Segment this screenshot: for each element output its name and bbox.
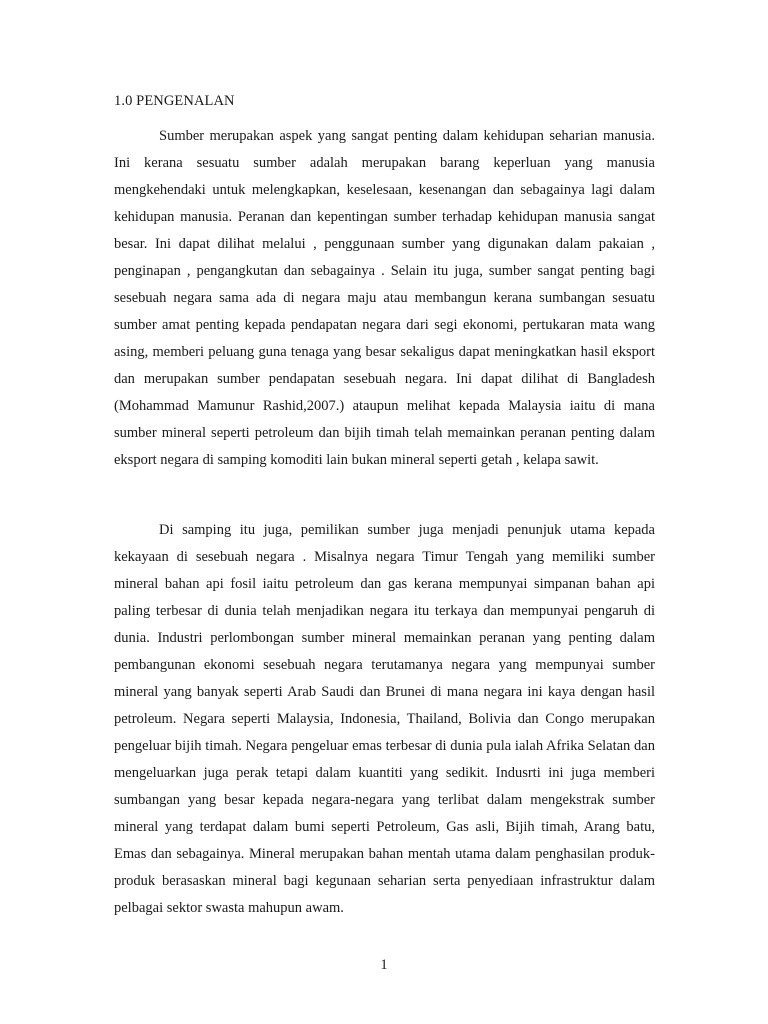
page-number: 1 xyxy=(380,957,388,973)
body-paragraph-2: Di samping itu juga, pemilikan sumber juga menjadi penunjuk utama kepada kekayaan di sesebuah negara . Misalnya negara Timur Tengah yang memiliki sumber mineral bahan api fosil iaitu petroleum dan gas kerana mempunyai simpanan bahan api paling terbesar di dunia telah menjadikan negara itu terkaya dan mempunyai pengaruh di dunia. Industri perlombongan sumber mineral memainkan peranan yang penting dalam pembangunan ekonomi sesebuah negara terutamanya negara yang mempunyai sumber mineral yang banyak seperti Arab Saudi dan Brunei di mana negara ini kaya dengan hasil petroleum. Negara seperti Malaysia, Indonesia, Thailand, Bolivia dan Congo merupakan pengeluar bijih timah. Negara pengeluar emas terbesar di dunia pula ialah Afrika Selatan dan mengeluarkan juga perak tetapi dalam kuantiti yang sedikit. Indusrti ini juga memberi sumbangan yang besar kepada negara-negara yang terlibat dalam mengekstrak sumber mineral yang terdapat dalam bumi seperti Petroleum, Gas asli, Bijih timah, Arang batu, Emas dan sebagainya. Mineral merupakan bahan mentah utama dalam penghasilan produk-produk berasaskan mineral bagi kegunaan seharian serta penyediaan infrastruktur dalam pelbagai sektor swasta mahupun awam. xyxy=(114,522,655,916)
body-paragraph-1: Sumber merupakan aspek yang sangat penting dalam kehidupan seharian manusia. Ini kerana sesuatu sumber adalah merupakan barang keperluan yang manusia mengkehendaki untuk melengkapkan, keselesaan, kesenangan dan sebagainya lagi dalam kehidupan manusia. Peranan dan kepentingan sumber terhadap kehidupan manusia sangat besar. Ini dapat dilihat melalui , penggunaan sumber yang digunakan dalam pakaian , penginapan , pengangkutan dan sebagainya . Selain itu juga, sumber sangat penting bagi sesebuah negara sama ada di negara maju atau membangun kerana sumbangan sesuatu sumber amat penting kepada pendapatan negara dari segi ekonomi, pertukaran mata wang asing, memberi peluang guna tenaga yang besar sekaligus dapat meningkatkan hasil eksport dan merupakan sumber pendapatan sesebuah negara. Ini dapat dilihat di Bangladesh (Mohammad Mamunur Rashid,2007.) ataupun melihat kepada Malaysia iaitu di mana sumber mineral seperti petroleum dan bijih timah telah memainkan peranan penting dalam eksport negara di samping komoditi lain bukan mineral seperti getah , kelapa sawit. xyxy=(114,128,655,468)
section-heading: 1.0 PENGENALAN xyxy=(114,93,235,109)
